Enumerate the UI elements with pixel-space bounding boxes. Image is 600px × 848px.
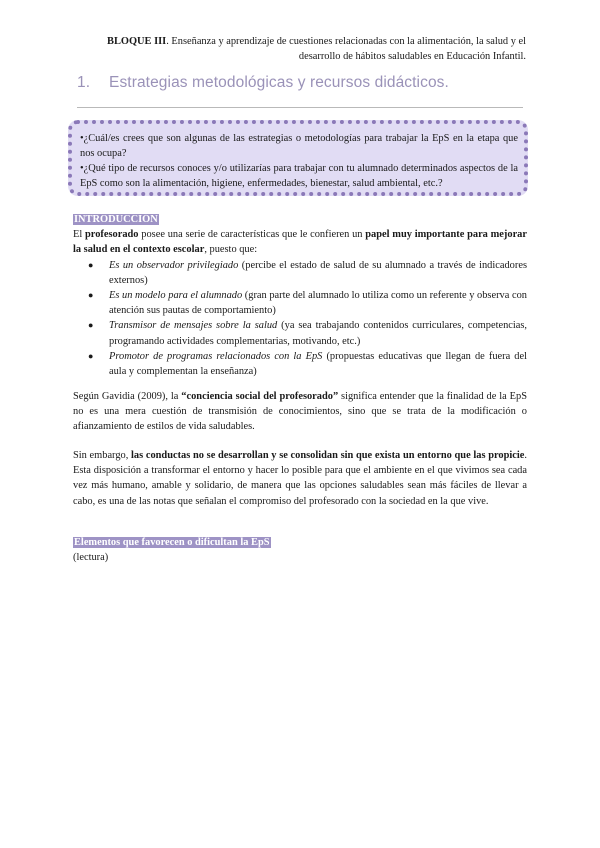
p2-bold-conciencia: “conciencia social del profesorado” [181,391,339,402]
list-item-text: (ya sea trabajando contenidos curriculares, competencias, programando actividades complementarias, motivando, etc.) [109,320,528,347]
intro-paragraph-2 [73,389,527,435]
roles-list [73,258,527,380]
list-item-title: Transmisor de mensajes sobre la salud [109,320,278,332]
section-number: 1. [77,74,91,91]
list-item [88,349,528,379]
intro-section [73,212,527,379]
elements-note: (lectura) [73,552,109,564]
questions-box [68,120,528,196]
list-item-title: Promotor de programas relacionados con la EpS [109,350,323,362]
p1-bold-profesorado: profesorado [85,229,139,241]
header-text: . Enseñanza y aprendizaje de cuestiones relacionadas con la alimentación, la salud y el desarrollo de hábitos saludables en Educación Infantil. [166,36,526,62]
list-item-text: (propuestas educativas que llegan de fuera del aula y complementan la enseñanza) [109,350,528,378]
section-title [77,74,449,92]
bullet-icon: ● [88,290,94,301]
bullet-icon: ● [88,320,94,331]
list-item [88,318,528,348]
p1-bold-papel: papel muy importante para mejorar la salud en el contexto escolar [73,229,527,256]
elements-heading: Elementos que favorecen o dificultan la EpS [74,537,270,548]
p2-text-c: significa entender que la finalidad de la EpS no es una mera cuestión de transmisión de conocimientos, sino que se trata de la modificación o afianzamiento de estilos de vida saludables. [73,391,527,433]
bullet-icon: ● [88,259,94,270]
list-item [88,288,527,318]
intro-heading: INTRODUCCIÓN [74,214,158,225]
question-2: •¿Qué tipo de recursos conoces y/o utilizarías para trabajar con tu alumnado determinados aspectos de la EpS como son la alimentación, higiene, enfermedades, bienestar, salud ambiental, etc.? [80,163,518,189]
p1-text-c: posee una serie de características que le confieren un [138,229,366,241]
p1-text-a: El [73,229,86,241]
p1-text-e: , puesto que: [204,244,258,256]
list-item-title: Es un modelo para el alumnado [109,290,243,302]
bullet-icon: ● [88,350,94,361]
p3-bold-conductas: las conductas no se desarrollan y se consolidan sin que exista un entorno que las propicie [131,450,525,461]
section-title-text: Estrategias metodológicas y recursos didácticos. [109,74,449,91]
page-header [74,34,526,64]
list-item-text: (percibe el estado de salud de su alumnado a través de indicadores externos) [109,259,527,286]
intro-paragraph-1 [73,227,527,257]
header-bloque: BLOQUE III [107,36,167,47]
section-divider [77,107,523,108]
p2-text-a: Según Gavidia (2009), la [73,391,182,402]
elements-section [73,535,527,565]
p3-text-c: . Esta disposición a transformar el entorno y hacer lo posible para que el ambiente en el que vivimos sea cada vez más humano, amable y solidario, de manera que las opciones saludables sean más fáciles de llevar a cabo, es una de las notas que señalan el compromiso del profesorado con la sociedad en la que vive. [73,450,527,507]
list-item-title: Es un observador privilegiado [109,259,239,271]
question-1: •¿Cuál/es crees que son algunas de las estrategias o metodologías para trabajar la EpS en la etapa que nos ocupa? [80,133,518,159]
p3-text-a: Sin embargo, [73,450,132,461]
intro-paragraph-3 [73,448,527,509]
list-item-text: (gran parte del alumnado lo utiliza como un referente y observa con atención sus pautas de comportamiento) [109,290,527,317]
list-item [88,258,527,288]
